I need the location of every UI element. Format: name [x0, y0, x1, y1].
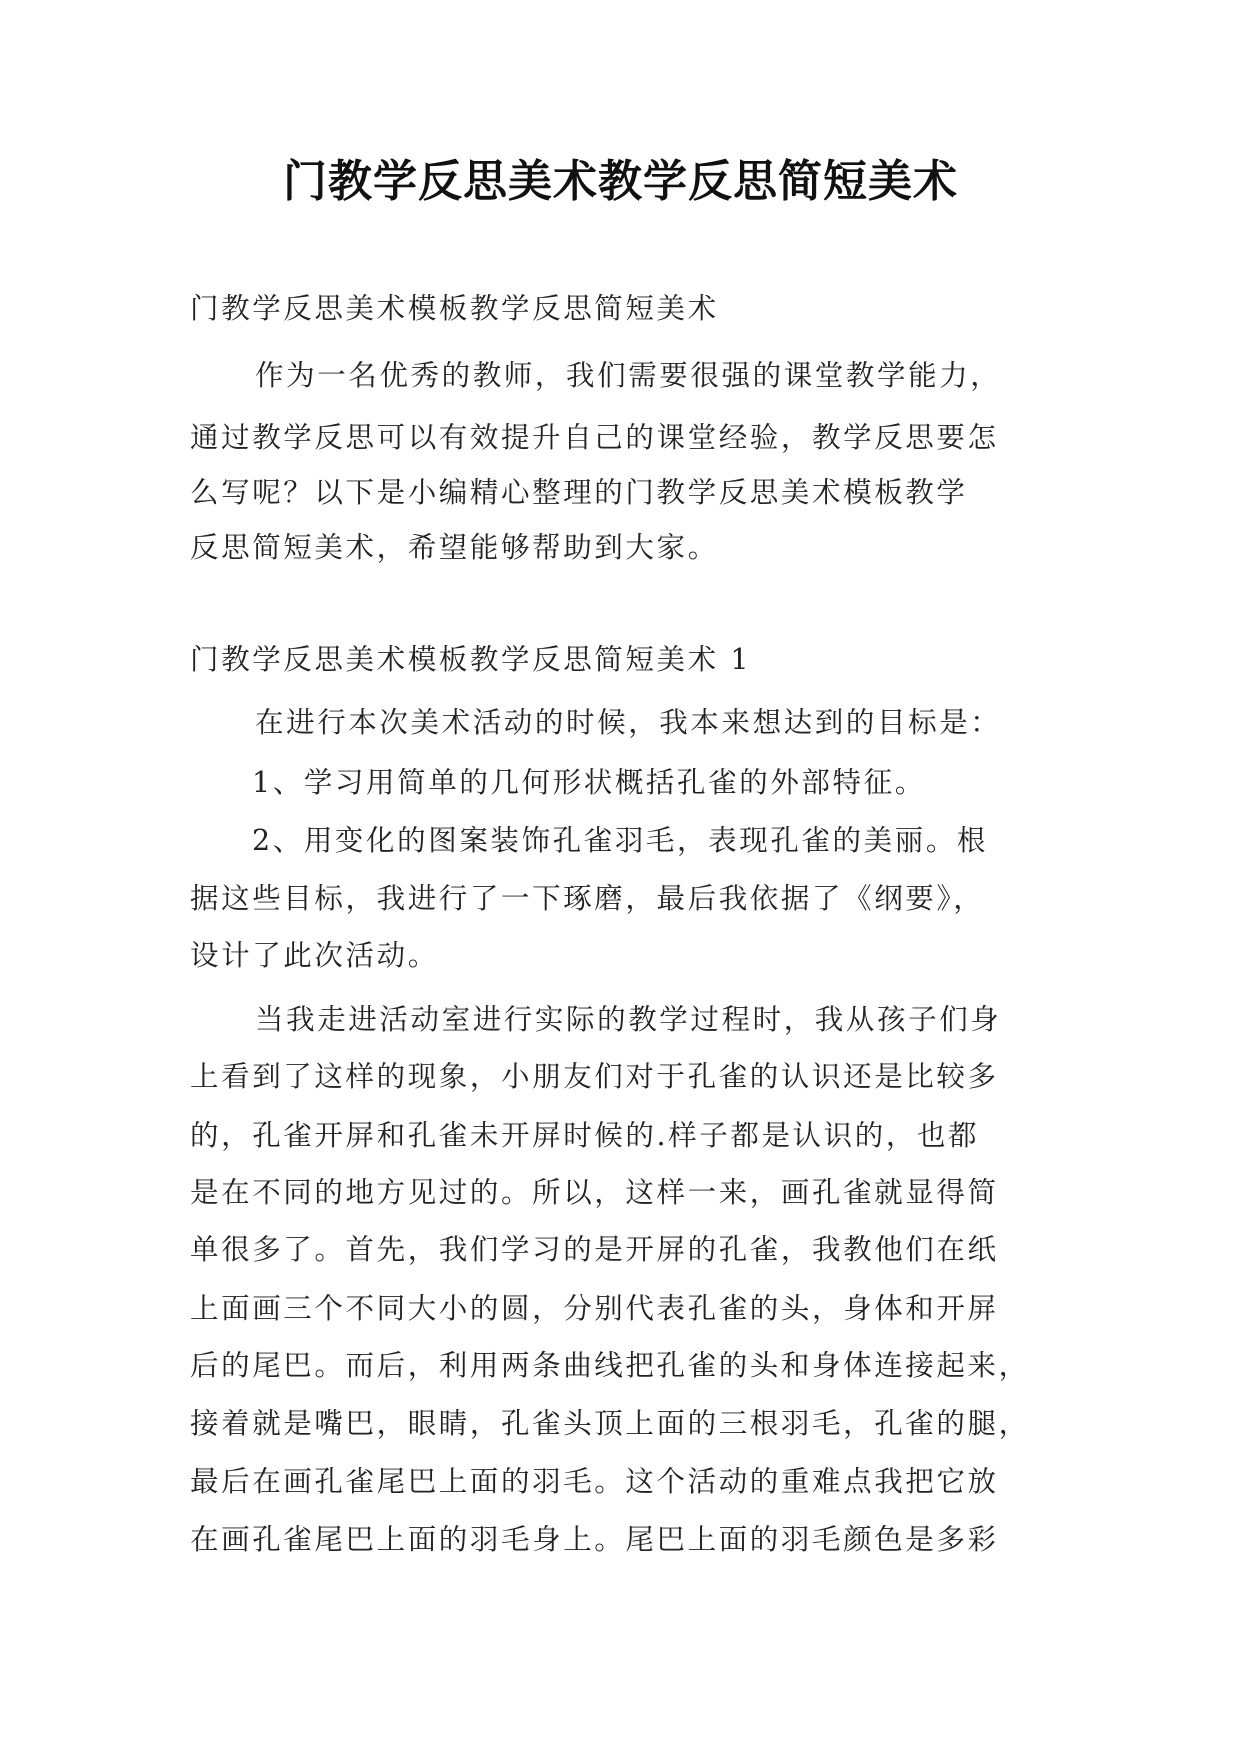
intro-line-4: 反思简短美术，希望能够帮助到大家。 — [190, 531, 719, 564]
body-line-5: 设计了此次活动。 — [190, 939, 439, 972]
body-line-10: 单很多了。首先，我们学习的是开屏的孔雀，我教他们在纸 — [190, 1233, 999, 1266]
body-line-1: 在进行本次美术活动的时候，我本来想达到的目标是： — [255, 706, 1002, 739]
document-subtitle: 门教学反思美术模板教学反思简短美术 — [190, 292, 719, 325]
body-line-3: 2、用变化的图案装饰孔雀羽毛，表现孔雀的美丽。根 — [252, 824, 989, 857]
section-heading: 门教学反思美术模板教学反思简短美术 1 — [190, 643, 752, 676]
body-line-6: 当我走进活动室进行实际的教学过程时，我从孩子们身 — [255, 1003, 1002, 1036]
body-line-4: 据这些目标，我进行了一下琢磨，最后我依据了《纲要》， — [190, 882, 985, 915]
intro-line-2: 通过教学反思可以有效提升自己的课堂经验，教学反思要怎 — [190, 421, 999, 454]
document-title: 门教学反思美术教学反思简短美术 — [283, 156, 958, 207]
body-line-11: 上面画三个不同大小的圆，分别代表孔雀的头，身体和开屏 — [190, 1292, 999, 1325]
intro-line-1: 作为一名优秀的教师，我们需要很强的课堂教学能力， — [255, 359, 1002, 392]
body-line-13: 接着就是嘴巴，眼睛，孔雀头顶上面的三根羽毛，孔雀的腿， — [190, 1407, 1030, 1440]
intro-line-3: 么写呢？以下是小编精心整理的门教学反思美术模板教学 — [190, 476, 968, 509]
body-line-9: 是在不同的地方见过的。所以，这样一来，画孔雀就显得简 — [190, 1176, 999, 1209]
body-line-14: 最后在画孔雀尾巴上面的羽毛。这个活动的重难点我把它放 — [190, 1465, 999, 1498]
body-line-2: 1、学习用简单的几何形状概括孔雀的外部特征。 — [252, 766, 926, 799]
body-line-7: 上看到了这样的现象，小朋友们对于孔雀的认识还是比较多 — [190, 1060, 999, 1093]
body-line-12: 后的尾巴。而后，利用两条曲线把孔雀的头和身体连接起来， — [190, 1349, 1030, 1382]
body-line-15: 在画孔雀尾巴上面的羽毛身上。尾巴上面的羽毛颜色是多彩 — [190, 1523, 999, 1556]
body-line-8: 的，孔雀开屏和孔雀未开屏时候的.样子都是认识的，也都 — [190, 1119, 980, 1152]
